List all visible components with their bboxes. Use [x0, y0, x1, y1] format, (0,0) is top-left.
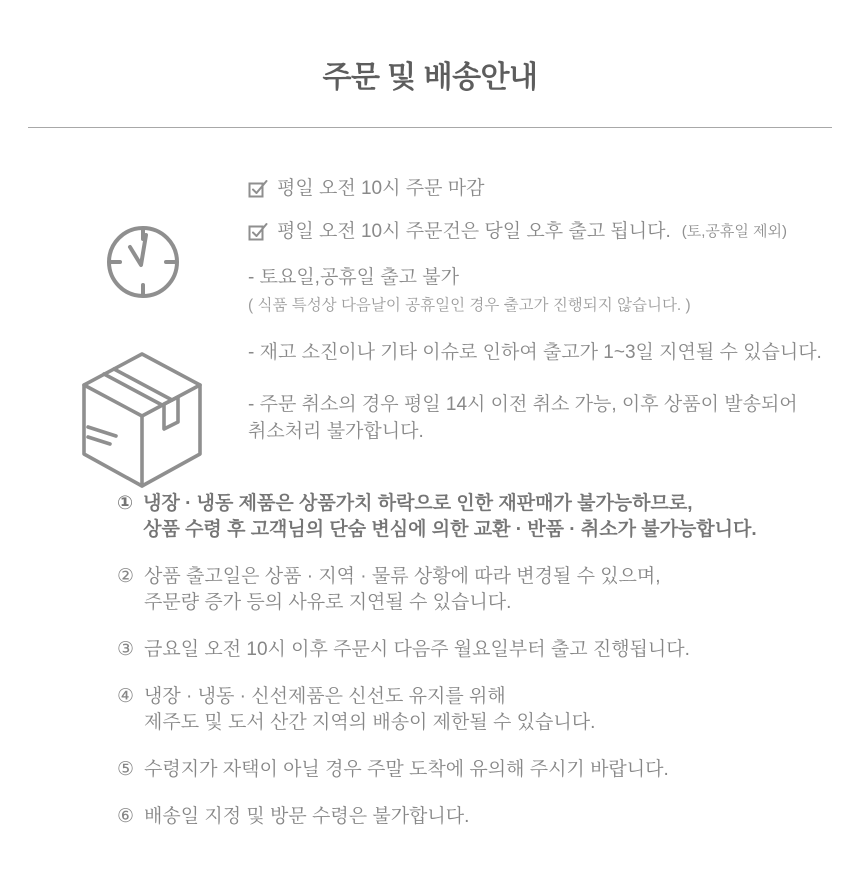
numbered-note-3 — [117, 637, 840, 663]
note-line: 상품 출고일은 상품 · 지역 · 물류 상황에 따라 변경될 수 있으며, — [144, 566, 661, 587]
notice-suffix: (토,공휴일 제외) — [681, 223, 788, 240]
note-line: 상품 수령 후 고객님의 단숨 변심에 의한 교환 · 반품 · 취소가 불가능합니다. — [143, 519, 757, 540]
note-text — [143, 491, 757, 543]
note-text — [144, 804, 469, 830]
numbered-note-6 — [117, 804, 840, 830]
note-text — [144, 757, 669, 783]
note-line: 배송일 지정 및 방문 수령은 불가합니다. — [144, 806, 470, 827]
checkbox-checked-icon — [248, 179, 268, 199]
checked-notice-item — [248, 177, 840, 200]
note-line: 냉장 · 냉동 제품은 상품가치 하락으로 인한 재판매가 불가능하므로, — [143, 493, 693, 514]
package-box-icon — [76, 348, 208, 490]
dash-notice-subtext: ( 식품 특성상 다음날이 공휴일인 경우 출고가 진행되지 않습니다. ) — [248, 297, 691, 314]
note-text — [144, 684, 595, 736]
note-number: ② — [117, 566, 135, 587]
numbered-note-5 — [117, 757, 840, 783]
notice-text: 평일 오전 10시 주문건은 당일 오후 출고 됩니다. — [277, 221, 671, 242]
note-number: ③ — [117, 639, 135, 660]
dash-notice-text — [248, 391, 840, 445]
note-number: ① — [117, 493, 134, 514]
note-line: 제주도 및 도서 산간 지역의 배송이 제한될 수 있습니다. — [144, 712, 596, 733]
shipping-info-section — [0, 177, 860, 445]
note-number: ⑤ — [117, 759, 135, 780]
note-line: 주문량 증가 등의 사유로 지연될 수 있습니다. — [144, 592, 512, 613]
numbered-note-1 — [117, 491, 840, 543]
note-number: ④ — [117, 686, 135, 707]
note-line: 금요일 오전 10시 이후 주문시 다음주 월요일부터 출고 진행됩니다. — [144, 639, 690, 660]
numbered-note-2 — [117, 564, 840, 616]
note-line: 수령지가 자택이 아닐 경우 주말 도착에 유의해 주시기 바랍니다. — [144, 759, 669, 780]
order-shipping-notice-page — [0, 58, 860, 880]
note-line: 냉장 · 냉동 · 신선제품은 신선도 유지를 위해 — [144, 686, 506, 707]
clock-icon — [105, 224, 181, 300]
numbered-notes-list — [0, 491, 860, 830]
page-title: 주문 및 배송안내 — [322, 61, 538, 94]
dash-notice-text: - 재고 소진이나 기타 이슈로 인하여 출고가 1~3일 지연될 수 있습니다. — [248, 342, 822, 363]
numbered-note-4 — [117, 684, 840, 736]
note-number: ⑥ — [117, 806, 135, 827]
note-text — [144, 564, 661, 616]
title-divider — [28, 127, 832, 128]
notice-text: 평일 오전 10시 주문 마감 — [277, 178, 485, 199]
dash-notice-line: - 주문 취소의 경우 평일 14시 이전 취소 가능, 이후 상품이 발송되어 — [248, 394, 798, 415]
checkbox-checked-icon — [248, 222, 268, 242]
checked-notice-item — [248, 220, 840, 243]
note-text — [144, 637, 690, 663]
dash-notice-line: 취소처리 불가합니다. — [248, 421, 424, 442]
dash-notice-text: - 토요일,공휴일 출고 불가 — [248, 267, 459, 288]
